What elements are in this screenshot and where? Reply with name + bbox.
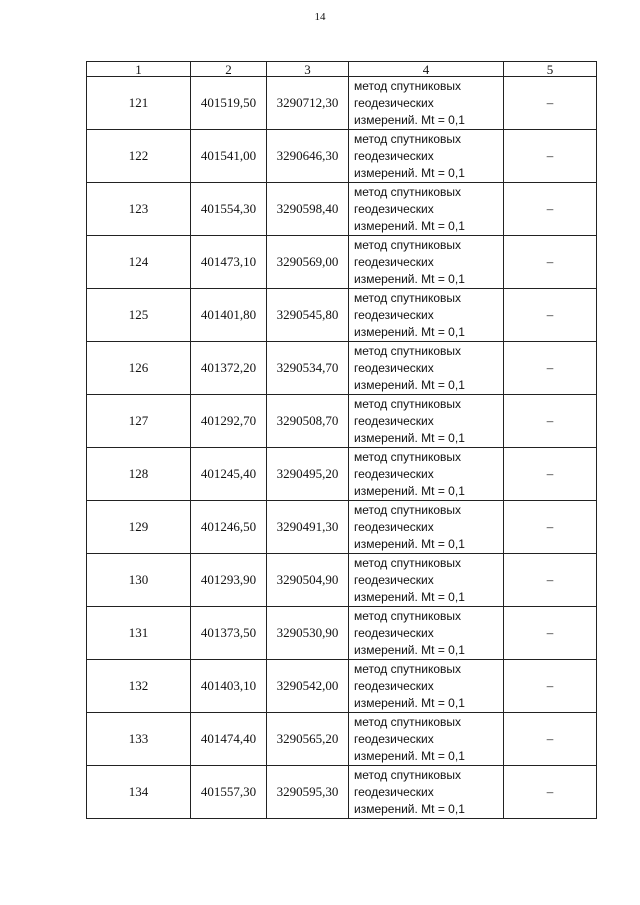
table-row xyxy=(87,130,597,183)
method-line: метод спутниковых xyxy=(354,714,462,729)
table-row xyxy=(87,554,597,607)
column-header: 1 xyxy=(87,62,191,77)
method-cell xyxy=(349,448,504,501)
method-line: геодезических xyxy=(354,413,434,428)
point-number-cell: 122 xyxy=(87,130,191,183)
y-coordinate-cell: 3290530,90 xyxy=(267,607,349,660)
method-line: геодезических xyxy=(354,307,434,322)
y-coordinate-cell: 3290508,70 xyxy=(267,395,349,448)
method-line: геодезических xyxy=(354,466,434,481)
method-line: метод спутниковых xyxy=(354,449,462,464)
table-body xyxy=(87,77,597,819)
method-cell xyxy=(349,130,504,183)
note-cell: – xyxy=(504,554,597,607)
coordinates-table xyxy=(86,61,597,819)
column-header: 3 xyxy=(267,62,349,77)
method-line: метод спутниковых xyxy=(354,608,462,623)
table-row xyxy=(87,183,597,236)
method-line: измерений. Mt = 0,1 xyxy=(354,377,465,392)
point-number-cell: 132 xyxy=(87,660,191,713)
point-number-cell: 121 xyxy=(87,77,191,130)
table-row xyxy=(87,713,597,766)
point-number-cell: 125 xyxy=(87,289,191,342)
y-coordinate-cell: 3290565,20 xyxy=(267,713,349,766)
column-header: 5 xyxy=(504,62,597,77)
method-line: метод спутниковых xyxy=(354,502,462,517)
column-header: 4 xyxy=(349,62,504,77)
method-cell xyxy=(349,77,504,130)
y-coordinate-cell: 3290534,70 xyxy=(267,342,349,395)
method-line: геодезических xyxy=(354,731,434,746)
method-line: метод спутниковых xyxy=(354,290,462,305)
method-cell xyxy=(349,607,504,660)
method-line: геодезических xyxy=(354,784,434,799)
method-cell xyxy=(349,183,504,236)
method-line: геодезических xyxy=(354,678,434,693)
x-coordinate-cell: 401245,40 xyxy=(191,448,267,501)
method-line: измерений. Mt = 0,1 xyxy=(354,271,465,286)
method-line: метод спутниковых xyxy=(354,131,462,146)
x-coordinate-cell: 401403,10 xyxy=(191,660,267,713)
y-coordinate-cell: 3290545,80 xyxy=(267,289,349,342)
table-row xyxy=(87,660,597,713)
method-line: геодезических xyxy=(354,519,434,534)
method-line: измерений. Mt = 0,1 xyxy=(354,695,465,710)
method-cell xyxy=(349,713,504,766)
y-coordinate-cell: 3290569,00 xyxy=(267,236,349,289)
method-line: измерений. Mt = 0,1 xyxy=(354,536,465,551)
method-line: измерений. Mt = 0,1 xyxy=(354,218,465,233)
point-number-cell: 128 xyxy=(87,448,191,501)
x-coordinate-cell: 401554,30 xyxy=(191,183,267,236)
method-line: геодезических xyxy=(354,360,434,375)
table-row xyxy=(87,448,597,501)
method-cell xyxy=(349,766,504,819)
method-cell xyxy=(349,554,504,607)
method-line: измерений. Mt = 0,1 xyxy=(354,112,465,127)
method-line: метод спутниковых xyxy=(354,78,462,93)
method-line: метод спутниковых xyxy=(354,396,462,411)
method-line: измерений. Mt = 0,1 xyxy=(354,748,465,763)
method-line: измерений. Mt = 0,1 xyxy=(354,589,465,604)
note-cell: – xyxy=(504,766,597,819)
y-coordinate-cell: 3290595,30 xyxy=(267,766,349,819)
x-coordinate-cell: 401541,00 xyxy=(191,130,267,183)
method-line: геодезических xyxy=(354,572,434,587)
y-coordinate-cell: 3290491,30 xyxy=(267,501,349,554)
x-coordinate-cell: 401373,50 xyxy=(191,607,267,660)
table-row xyxy=(87,342,597,395)
column-header: 2 xyxy=(191,62,267,77)
note-cell: – xyxy=(504,289,597,342)
x-coordinate-cell: 401473,10 xyxy=(191,236,267,289)
point-number-cell: 126 xyxy=(87,342,191,395)
point-number-cell: 133 xyxy=(87,713,191,766)
note-cell: – xyxy=(504,713,597,766)
method-line: геодезических xyxy=(354,254,434,269)
table-row xyxy=(87,236,597,289)
note-cell: – xyxy=(504,77,597,130)
method-cell xyxy=(349,501,504,554)
note-cell: – xyxy=(504,236,597,289)
method-line: измерений. Mt = 0,1 xyxy=(354,324,465,339)
x-coordinate-cell: 401401,80 xyxy=(191,289,267,342)
page-number: 14 xyxy=(314,11,326,23)
point-number-cell: 134 xyxy=(87,766,191,819)
method-line: геодезических xyxy=(354,201,434,216)
note-cell: – xyxy=(504,130,597,183)
x-coordinate-cell: 401246,50 xyxy=(191,501,267,554)
method-line: геодезических xyxy=(354,625,434,640)
note-cell: – xyxy=(504,342,597,395)
method-cell xyxy=(349,395,504,448)
method-line: геодезических xyxy=(354,95,434,110)
x-coordinate-cell: 401293,90 xyxy=(191,554,267,607)
y-coordinate-cell: 3290646,30 xyxy=(267,130,349,183)
point-number-cell: 130 xyxy=(87,554,191,607)
method-line: метод спутниковых xyxy=(354,661,462,676)
y-coordinate-cell: 3290495,20 xyxy=(267,448,349,501)
point-number-cell: 127 xyxy=(87,395,191,448)
y-coordinate-cell: 3290712,30 xyxy=(267,77,349,130)
point-number-cell: 131 xyxy=(87,607,191,660)
method-cell xyxy=(349,660,504,713)
method-cell xyxy=(349,289,504,342)
note-cell: – xyxy=(504,395,597,448)
x-coordinate-cell: 401474,40 xyxy=(191,713,267,766)
method-line: метод спутниковых xyxy=(354,343,462,358)
method-line: метод спутниковых xyxy=(354,767,462,782)
method-line: измерений. Mt = 0,1 xyxy=(354,801,465,816)
point-number-cell: 123 xyxy=(87,183,191,236)
note-cell: – xyxy=(504,448,597,501)
table-row xyxy=(87,607,597,660)
method-line: метод спутниковых xyxy=(354,184,462,199)
method-line: измерений. Mt = 0,1 xyxy=(354,483,465,498)
method-line: геодезических xyxy=(354,148,434,163)
point-number-cell: 129 xyxy=(87,501,191,554)
note-cell: – xyxy=(504,607,597,660)
x-coordinate-cell: 401292,70 xyxy=(191,395,267,448)
note-cell: – xyxy=(504,501,597,554)
table-header-row xyxy=(87,62,597,77)
method-line: измерений. Mt = 0,1 xyxy=(354,642,465,657)
method-line: метод спутниковых xyxy=(354,237,462,252)
table-row xyxy=(87,77,597,130)
y-coordinate-cell: 3290504,90 xyxy=(267,554,349,607)
x-coordinate-cell: 401519,50 xyxy=(191,77,267,130)
y-coordinate-cell: 3290598,40 xyxy=(267,183,349,236)
method-line: метод спутниковых xyxy=(354,555,462,570)
table-row xyxy=(87,501,597,554)
method-cell xyxy=(349,236,504,289)
table-row xyxy=(87,766,597,819)
method-line: измерений. Mt = 0,1 xyxy=(354,165,465,180)
note-cell: – xyxy=(504,660,597,713)
method-cell xyxy=(349,342,504,395)
table-row xyxy=(87,395,597,448)
x-coordinate-cell: 401372,20 xyxy=(191,342,267,395)
x-coordinate-cell: 401557,30 xyxy=(191,766,267,819)
method-line: измерений. Mt = 0,1 xyxy=(354,430,465,445)
table-row xyxy=(87,289,597,342)
note-cell: – xyxy=(504,183,597,236)
y-coordinate-cell: 3290542,00 xyxy=(267,660,349,713)
point-number-cell: 124 xyxy=(87,236,191,289)
